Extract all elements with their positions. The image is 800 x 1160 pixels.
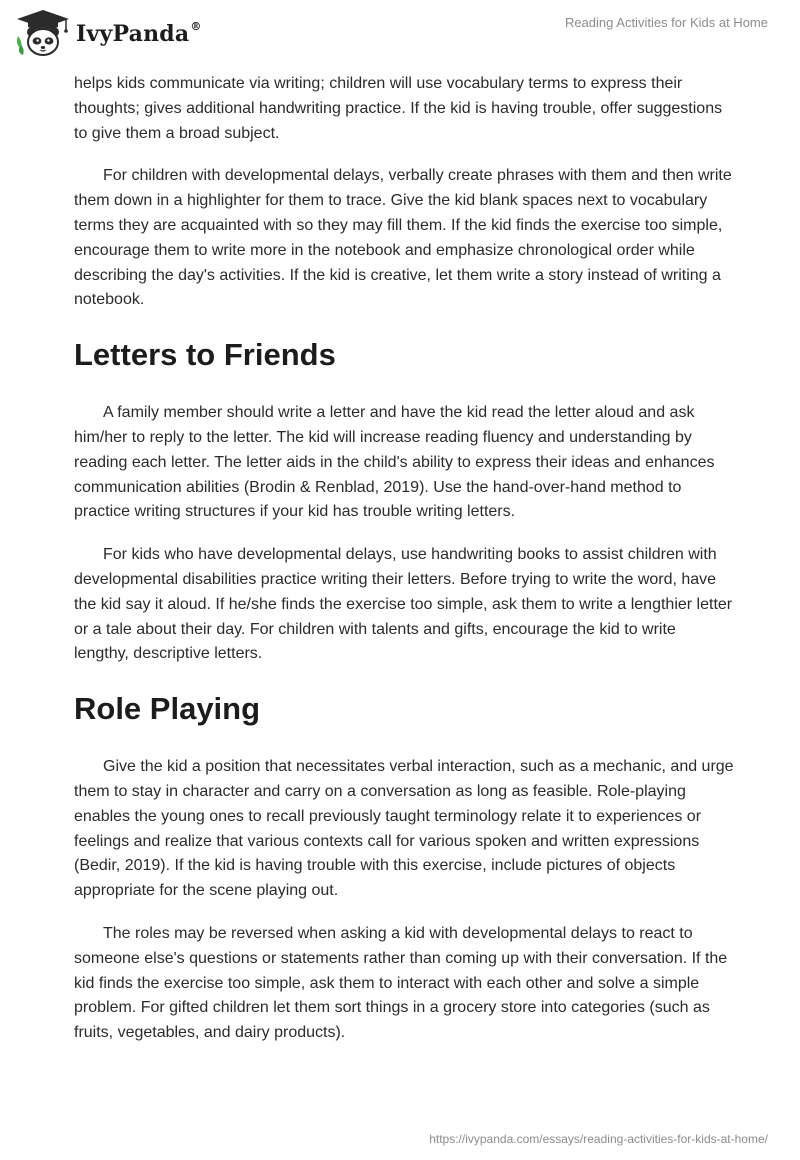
body-paragraph: For kids who have developmental delays, use handwriting books to assist children with developmental disabilities practice writing their letters. Before trying to write the word, have the kid say it aloud. If he/she finds the exercise too simple, ask them to write a lengthier letter or a tale about their day. For children with talents and gifts, encourage the kid to write lengthy, descriptive letters. xyxy=(74,546,733,663)
registered-mark: ® xyxy=(190,19,202,33)
section-heading: Role Playing xyxy=(74,691,261,727)
body-paragraph: helps kids communicate via writing; children will use vocabulary terms to express their thoughts; gives additional handwriting practice. If the kid is having trouble, offer suggestions to give them a broad subject. xyxy=(74,75,723,142)
brand-text: IvyPanda xyxy=(76,21,190,47)
ivypanda-logo[interactable] xyxy=(14,8,202,58)
brand-name xyxy=(76,21,202,47)
source-url[interactable]: https://ivypanda.com/essays/reading-activities-for-kids-at-home/ xyxy=(429,1132,768,1146)
essay-content xyxy=(74,72,734,1064)
body-paragraph: A family member should write a letter and have the kid read the letter aloud and ask him/her to reply to the letter. The kid will increase reading fluency and understanding by reading each letter. The letter aids in the child's ability to express their ideas and enhances communication abilities (Brodin & Renblad, 2019). Use the hand-over-hand method to practice writing structures if your kid has trouble writing letters. xyxy=(74,404,715,521)
body-paragraph: For children with developmental delays, verbally create phrases with them and then write them down in a highlighter for them to trace. Give the kid blank spaces next to vocabulary terms they are acquainted with so they may fill them. If the kid finds the exercise too simple, encourage them to write more in the notebook and emphasize chronological order while describing the day's activities. If the kid is creative, let them write a story instead of writing a notebook. xyxy=(74,167,732,309)
section-heading: Letters to Friends xyxy=(74,337,336,373)
body-paragraph: The roles may be reversed when asking a kid with developmental delays to react to someone else's questions or statements rather than coming up with their conversation. If the kid finds the exercise too simple, ask them to interact with each other and solve a simple problem. For gifted children let them sort things in a grocery store into categories (such as fruits, vegetables, and dairy products). xyxy=(74,924,728,1042)
page-header xyxy=(0,0,800,64)
body-paragraph: Give the kid a position that necessitates verbal interaction, such as a mechanic, and urge them to stay in character and carry on a conversation as long as feasible. Role-playing enables the young ones to recall previously taught terminology relate it to experiences or feelings and realize that various contexts call for various spoken and written expressions (Bedir, 2019). If the kid is having trouble with this exercise, include pictures of objects appropriate for the scene playing out. xyxy=(74,758,734,900)
panda-logo-icon xyxy=(14,8,72,58)
document-title: Reading Activities for Kids at Home xyxy=(564,15,768,30)
